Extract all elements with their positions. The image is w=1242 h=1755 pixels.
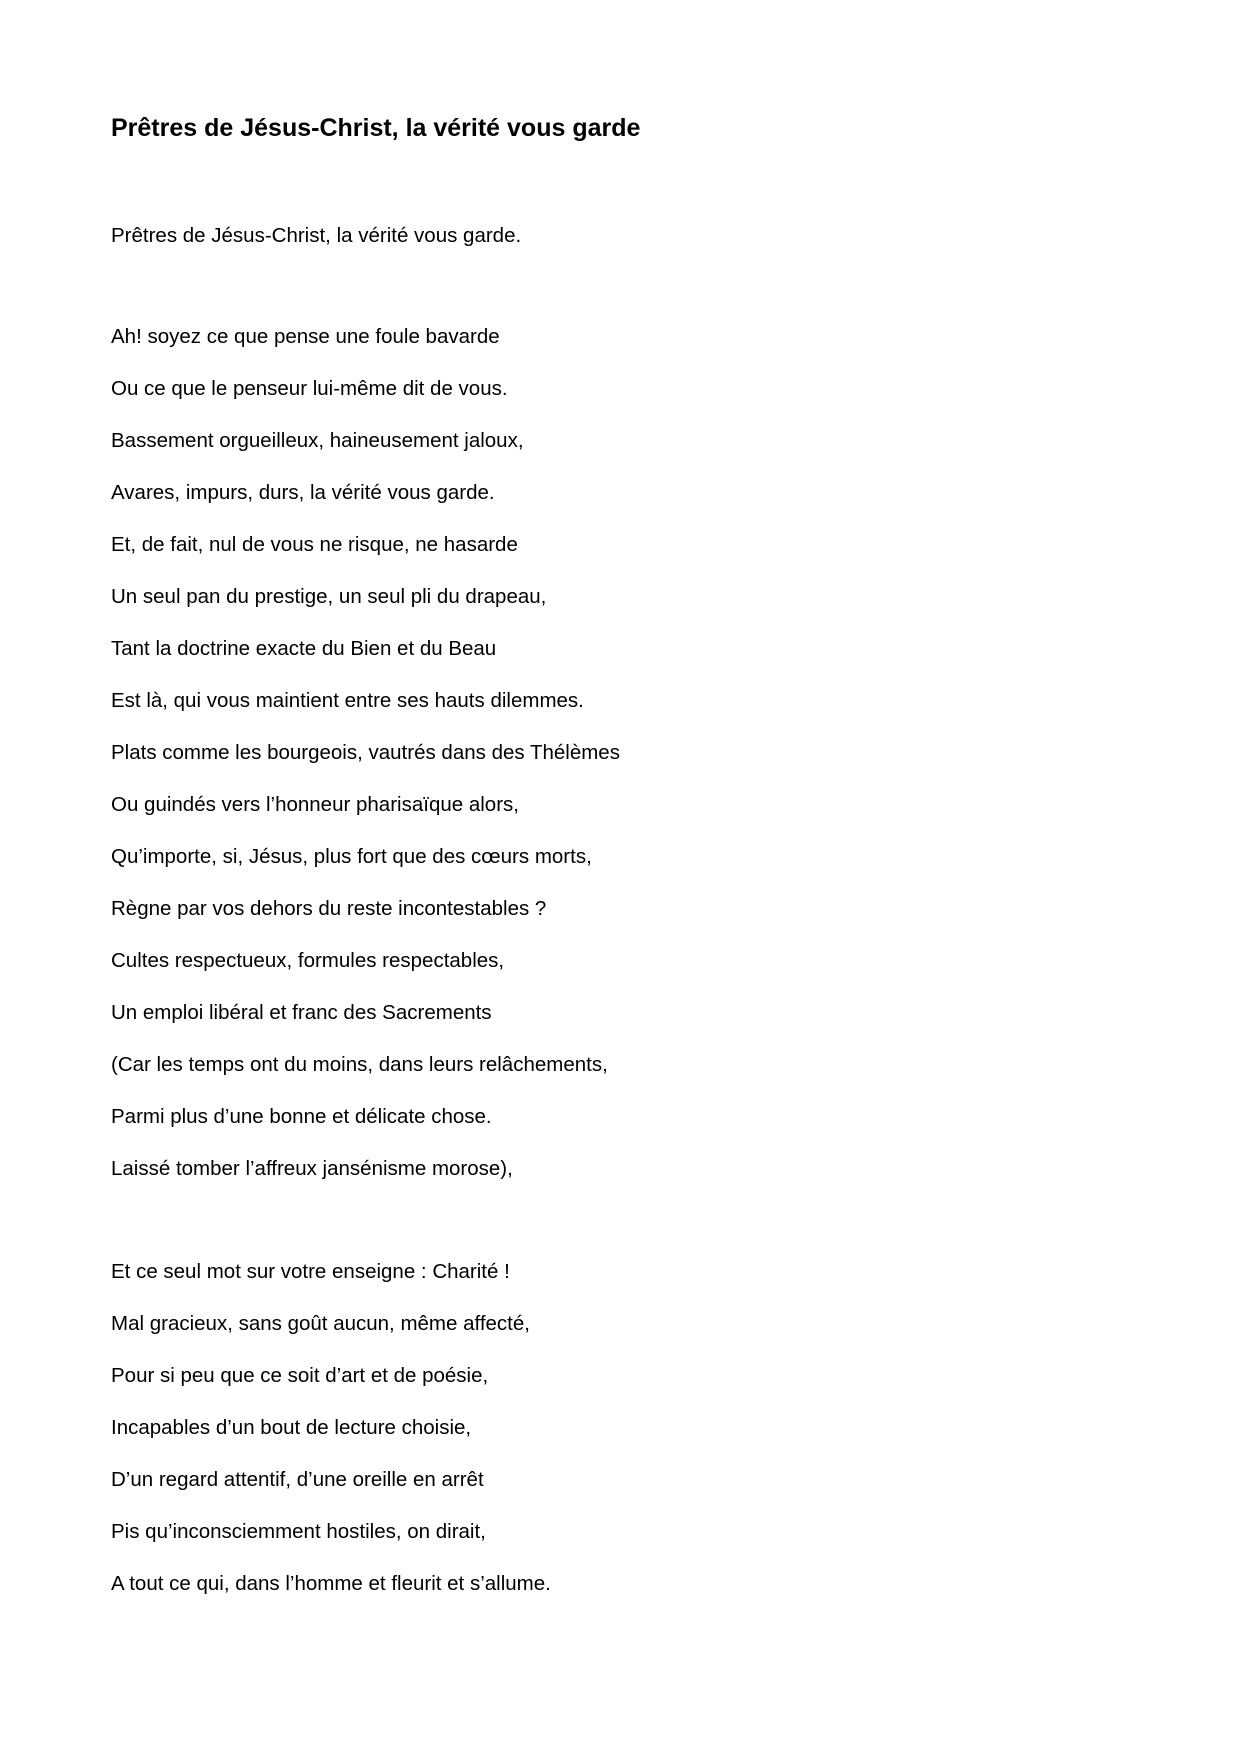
verse-line: Laissé tomber l’affreux jansénisme morose), (111, 1157, 513, 1180)
verse-line: Bassement orgueilleux, haineusement jaloux, (111, 429, 524, 452)
verse-line: Parmi plus d’une bonne et délicate chose. (111, 1105, 492, 1128)
verse-line: Ou guindés vers l’honneur pharisaïque alors, (111, 793, 519, 816)
verse-line: Est là, qui vous maintient entre ses hauts dilemmes. (111, 689, 584, 712)
verse-line: Pis qu’inconsciemment hostiles, on dirait, (111, 1520, 486, 1543)
verse-line: Ah! soyez ce que pense une foule bavarde (111, 325, 500, 348)
poem-title: Prêtres de Jésus-Christ, la vérité vous garde (111, 114, 641, 142)
verse-line: Un emploi libéral et franc des Sacrements (111, 1001, 492, 1024)
verse-line: Tant la doctrine exacte du Bien et du Beau (111, 637, 497, 660)
verse-line: Mal gracieux, sans goût aucun, même affecté, (111, 1312, 530, 1335)
verse-line: (Car les temps ont du moins, dans leurs relâchements, (111, 1053, 608, 1076)
verse-line: Règne par vos dehors du reste incontestables ? (111, 897, 547, 920)
verse-line: Ou ce que le penseur lui-même dit de vous. (111, 377, 508, 400)
verse-line: A tout ce qui, dans l’homme et fleurit et s’allume. (111, 1572, 551, 1595)
verse-line: D’un regard attentif, d’une oreille en arrêt (111, 1468, 484, 1491)
verse-line: Et ce seul mot sur votre enseigne : Charité ! (111, 1260, 510, 1283)
verse-line: Et, de fait, nul de vous ne risque, ne hasarde (111, 533, 518, 556)
verse-line: Incapables d’un bout de lecture choisie, (111, 1416, 472, 1439)
verse-line: Pour si peu que ce soit d’art et de poésie, (111, 1364, 489, 1387)
verse-line: Un seul pan du prestige, un seul pli du drapeau, (111, 585, 547, 608)
verse-line: Cultes respectueux, formules respectables, (111, 949, 505, 972)
epigraph-line: Prêtres de Jésus-Christ, la vérité vous garde. (111, 224, 522, 247)
verse-line: Plats comme les bourgeois, vautrés dans des Thélèmes (111, 741, 620, 764)
verse-line: Avares, impurs, durs, la vérité vous garde. (111, 481, 495, 504)
verse-line: Qu’importe, si, Jésus, plus fort que des cœurs morts, (111, 845, 592, 868)
